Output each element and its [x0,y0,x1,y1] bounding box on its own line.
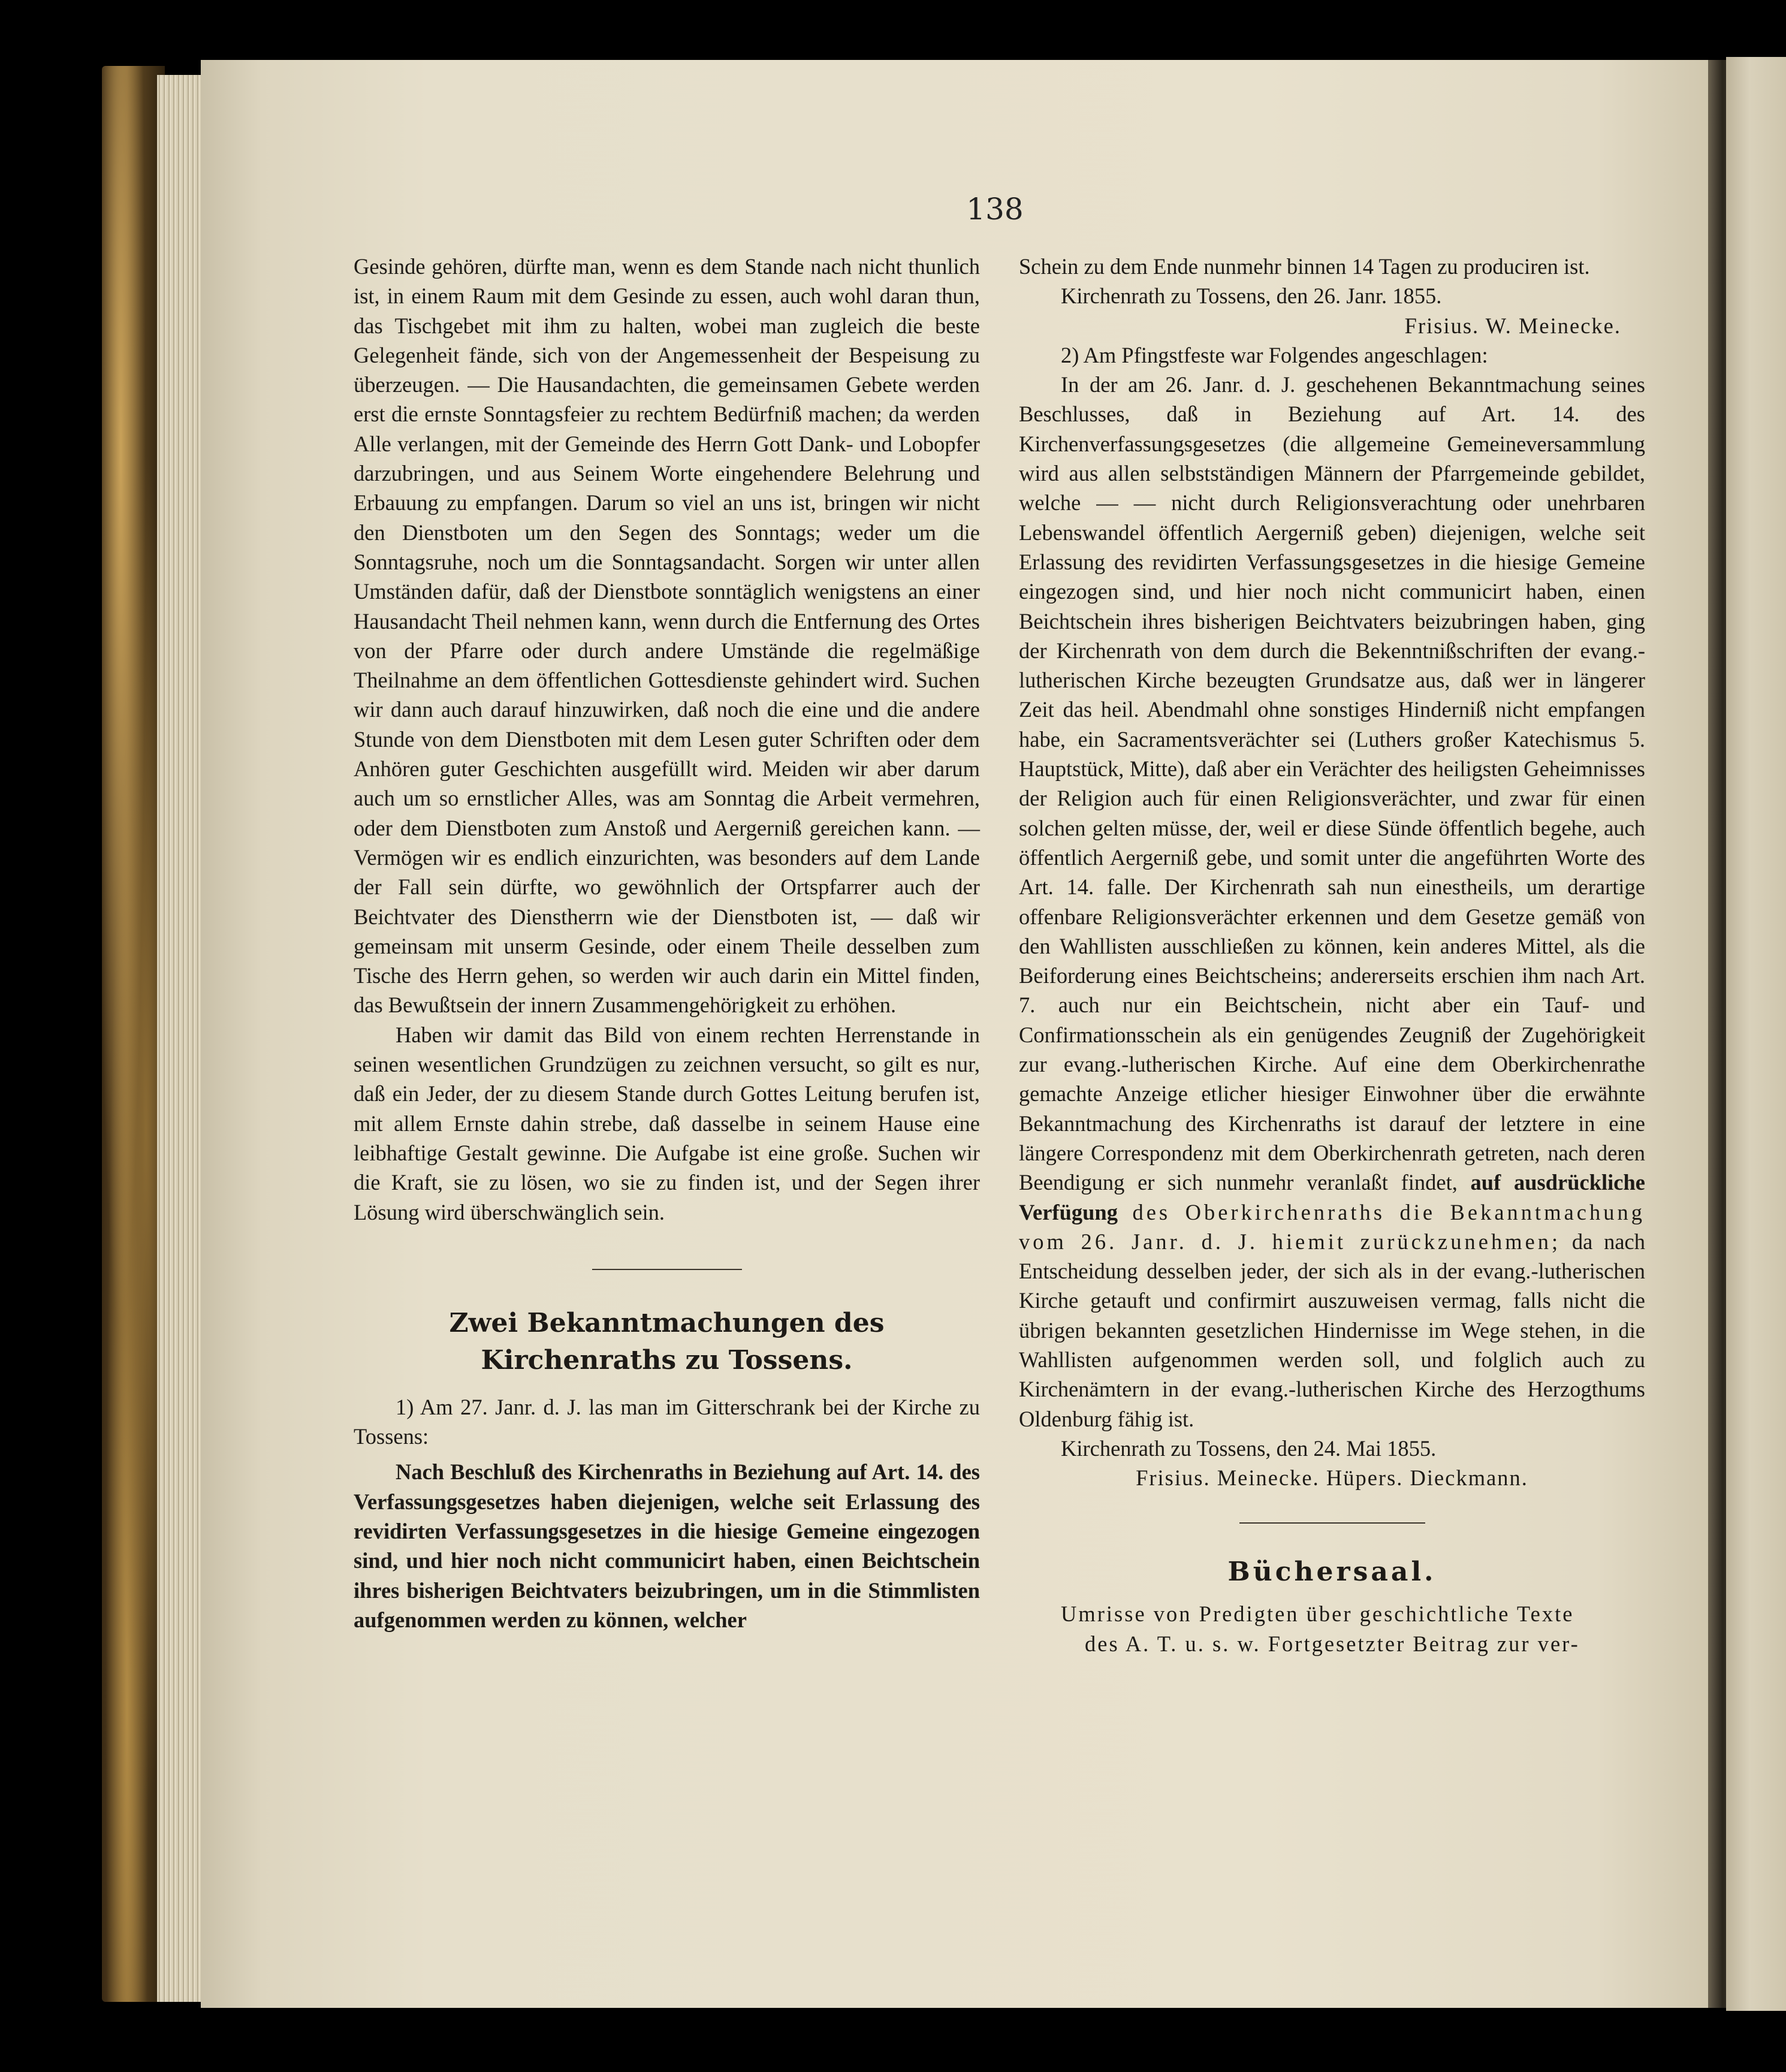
notice-2-text-b: da nach Entscheidung desselben jeder, der sich als in der evang.-lutherischen Kirche getauft und confirmirt auszuweisen vermag, falls nicht die übrigen bekannten gesetzlichen Hindernisse im Wege stehen, in die Wahllisten aufgenommen werden soll, und folglich auch zu Kirchenämtern in der evang.-lutherischen Kirche des Herzogthums Oldenburg fähig ist. [1019,1229,1646,1431]
notice-2-spaced: des Oberkirchenraths die Bekanntmachung vom 26. Janr. d. J. hiemit zurückzunehmen; [1019,1199,1645,1254]
section-divider-2 [1239,1522,1425,1524]
section-divider [592,1269,742,1270]
notice-1-dateline: Kirchenrath zu Tossens, den 26. Janr. 1855. [1061,283,1442,309]
notice-2-emphasis: auf ausdrückliche Verfügung [1019,1170,1645,1224]
page-number: 138 [966,192,1024,227]
notice-2-intro: 2) Am Pfingstfeste war Folgendes angeschlagen: [1061,342,1488,367]
left-paragraph-2: Haben wir damit das Bild von einem rechten Herrenstande in seinen wesentlichen Grundzügen zu zeichnen versucht, so gilt es nur, daß ein Jeder, der zu diesem Stande durch Gottes Leitung berufen ist, mit allem Ernste dahin strebe, daß dasselbe in seinem Hause eine leibhaftige Gestalt gewinne. Die Aufgabe ist eine große. Suchen wir die Kraft, sie zu lösen, wo sie zu finden ist, und der Segen ihrer Lösung wird überschwänglich sein. [354,1022,980,1224]
notice-1-text: Nach Beschluß des Kirchenraths in Beziehung auf Art. 14. des Verfassungsgesetzes haben diejenigen, welche seit Erlassung des revidirten Verfassungsgesetzes in die hiesige Gemeine eingezogen sind, und hier noch nicht communicirt haben, einen Beichtschein ihres bisherigen Beichtvaters beizubringen, um in die Stimmlisten aufgenommen werden zu können, welcher [354,1459,980,1632]
notice-1-continuation: Schein zu dem Ende nunmehr binnen 14 Tagen zu produciren ist. [1019,254,1590,279]
review-line-1: Umrisse von Predigten über geschichtliche Texte [1061,1601,1574,1627]
notice-2-signatures: Frisius. Meinecke. Hüpers. Dieckmann. [1136,1465,1528,1491]
next-page-edge [1726,57,1786,2011]
notice-1-signatures: Frisius. W. Meinecke. [1404,313,1621,338]
left-paragraph-1: Gesinde gehören, dürfte man, wenn es dem Stande nach nicht thunlich ist, in einem Raum mit dem Gesinde zu essen, auch wohl daran thun, das Tischgebet mit ihm zu halten, wobei man zugleich die beste Gelegenheit fände, sich von der Angemessenheit der Bespeisung zu überzeugen. — Die Hausandachten, die gemeinsamen Gebete werden erst die ernste Sonntagsfeier zu rechtem Bedürfniß machen; da werden Alle verlangen, mit der Gemeinde des Herrn Gott Dank- und Lobopfer darzubringen, und aus Seinem Worte eingehendere Belehrung und Erbauung zu empfangen. Darum so viel an uns ist, bringen wir nicht den Dienstboten um den Segen des Sonntags; weder um die Sonntagsruhe, noch um die Sonntagsandacht. Sorgen wir unter allen Umständen dafür, daß der Dienstbote sonntäglich wenigstens an einer Hausandacht Theil nehmen kann, wenn durch die Entfernung des Ortes von der Pfarre oder durch andere Umstände die regelmäßige Theilnahme an dem öffentlichen Gottesdienste gehindert wird. Suchen wir dann auch darauf hinzuwirken, daß noch die eine und die andere Stunde von dem Dienstboten mit dem Lesen guter Schriften oder dem Anhören guter Geschichten ausgefüllt wird. Meiden wir aber darum auch um so ernstlicher Alles, was am Sonntag die Arbeit vermehren, oder dem Dienstboten zum Anstoß und Aergerniß gereichen kann. — Vermögen wir es endlich einzurichten, was besonders auf dem Lande der Fall sein dürfte, wo gewöhnlich der Ortspfarrer auch der Beichtvater des Dienstherrn wie der Dienstboten ist, — daß wir gemeinsam mit unserm Gesinde, oder einem Theile desselben zum Tische des Herrn gehen, so werden wir auch darin ein Mittel finden, das Bewußtsein der innern Zusammengehörigkeit zu erhöhen. [354,254,980,1018]
buechersaal-heading: Büchersaal. [1227,1557,1437,1588]
right-column [1019,252,1645,1658]
left-column [354,252,980,1634]
notice-2-text-a: In der am 26. Janr. d. J. geschehenen Bekanntmachung seines Beschlusses, daß in Beziehung auf Art. 14. des Kirchenverfassungsgesetzes (die allgemeine Gemeineversammlung wird aus allen selbstständigen Männern der Pfarrgemeinde gebildet, welche — — nicht durch Religionsverachtung oder unehrbaren Lebenswandel öffentlich Aergerniß geben) diejenigen, welche seit Erlassung des revidirten Verfassungsgesetzes in die hiesige Gemeine eingezogen sind, und hier noch nicht communicirt haben, einen Beichtschein ihres bisherigen Beichtvaters beizubringen haben, ging der Kirchenrath von dem durch die Bekenntnißschriften der evang.-lutherischen Kirche bezeugten Grundsatze aus, daß wer in längerer Zeit das heil. Abendmahl ohne sonstiges Hinderniß nicht empfangen habe, ein Sacramentsverächter sei (Luthers großer Katechismus 5. Hauptstück, Mitte), daß aber ein Verächter des heiligsten Geheimnisses der Religion auch für einen Religionsverächter, und zwar für einen solchen gelten müsse, der, weil er diese Sünde öffentlich begehe, auch öffentlich Aergerniß gebe, und somit unter die angeführten Worte des Art. 14. falle. Der Kirchenrath sah nun einestheils, um derartige offenbare Religionsverächter erkennen und dem Gesetze gemäß von den Wahllisten ausschließen zu können, kein anderes Mittel, als die Beiforderung eines Beichtscheins; andererseits erschien ihm nach Art. 7. auch nur ein Beichtschein, nicht aber ein Tauf- und Confirmationsschein als ein genügendes Zeugniß der Zugehörigkeit zur evang.-lutherischen Kirche. Auf eine dem Oberkirchenrathe gemachte Anzeige etlicher hiesiger Einwohner über die erwähnte Bekanntmachung des Kirchenraths ist darauf der letztere in eine längere Correspondenz mit dem Oberkirchenrath getreten, nach deren Beendigung er sich nunmehr veranlaßt findet, [1019,372,1645,1195]
notice-1-intro: 1) Am 27. Janr. d. J. las man im Gitterschrank bei der Kirche zu Tossens: [354,1394,980,1449]
notices-heading: Zwei Bekanntmachungen des Kirchenraths zu Tossens. [449,1307,885,1376]
page-edges [157,75,205,2002]
review-line-2: des A. T. u. s. w. Fortgesetzter Beitrag zur ver- [1085,1631,1580,1656]
notice-2-dateline: Kirchenrath zu Tossens, den 24. Mai 1855. [1061,1435,1437,1461]
notice-2-text [1019,370,1645,1434]
book-cover-edge [102,66,165,2002]
